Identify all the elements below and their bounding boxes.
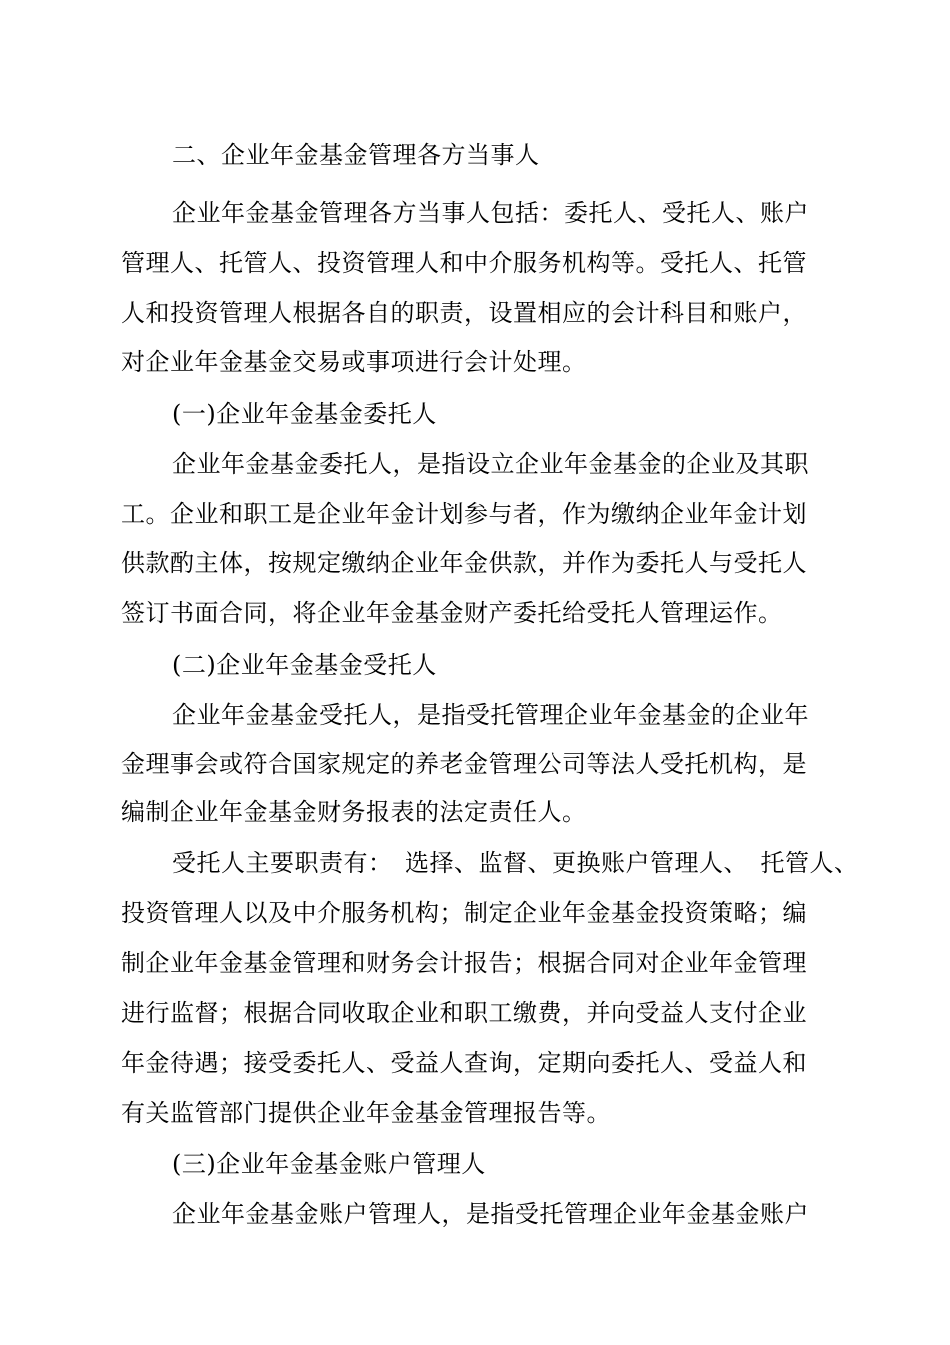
paragraph-line: 人和投资管理人根据各自的职责，设置相应的会计科目和账户，: [121, 299, 807, 327]
subsection-title-trustee: (二)企业年金基金受托人: [172, 651, 437, 679]
paragraph-line: 制企业年金基金管理和财务会计报告；根据合同对企业年金管理: [121, 949, 807, 977]
paragraph-line: 金理事会或符合国家规定的养老金管理公司等法人受托机构，是: [121, 750, 807, 778]
paragraph-line: 签订书面合同，将企业年金基金财产委托给受托人管理运作。: [121, 599, 783, 627]
paragraph-line: 企业年金基金委托人，是指设立企业年金基金的企业及其职: [172, 450, 809, 478]
paragraph-line: 编制企业年金基金财务报表的法定责任人。: [121, 798, 587, 826]
paragraph-line: 工。企业和职工是企业年金计划参与者，作为缴纳企业年金计划: [121, 500, 807, 528]
paragraph-line: 受托人主要职责有： 选择、监督、更换账户管理人、 托管人、: [172, 849, 859, 877]
subsection-title-entrustor: (一)企业年金基金委托人: [172, 400, 437, 428]
paragraph-line: 管理人、托管人、投资管理人和中介服务机构等。受托人、托管: [121, 249, 807, 277]
paragraph-line: 有关监管部门提供企业年金基金管理报告等。: [121, 1099, 611, 1127]
paragraph-line: 年金待遇；接受委托人、受益人查询，定期向委托人、受益人和: [121, 1049, 807, 1077]
paragraph-line: 企业年金基金管理各方当事人包括：委托人、受托人、账户: [172, 199, 809, 227]
paragraph-line: 企业年金基金受托人，是指受托管理企业年金基金的企业年: [172, 701, 809, 729]
paragraph-line: 进行监督；根据合同收取企业和职工缴费，并向受益人支付企业: [121, 999, 807, 1027]
paragraph-line: 投资管理人以及中介服务机构；制定企业年金基金投资策略；编: [121, 899, 807, 927]
paragraph-line: 对企业年金基金交易或事项进行会计处理。: [121, 348, 587, 376]
subsection-title-account-manager: (三)企业年金基金账户管理人: [172, 1150, 486, 1178]
section-heading: 二、企业年金基金管理各方当事人: [172, 141, 540, 169]
paragraph-line: 企业年金基金账户管理人，是指受托管理企业年金基金账户: [172, 1200, 809, 1228]
paragraph-line: 供款酌主体，按规定缴纳企业年金供款，并作为委托人与受托人: [121, 549, 807, 577]
